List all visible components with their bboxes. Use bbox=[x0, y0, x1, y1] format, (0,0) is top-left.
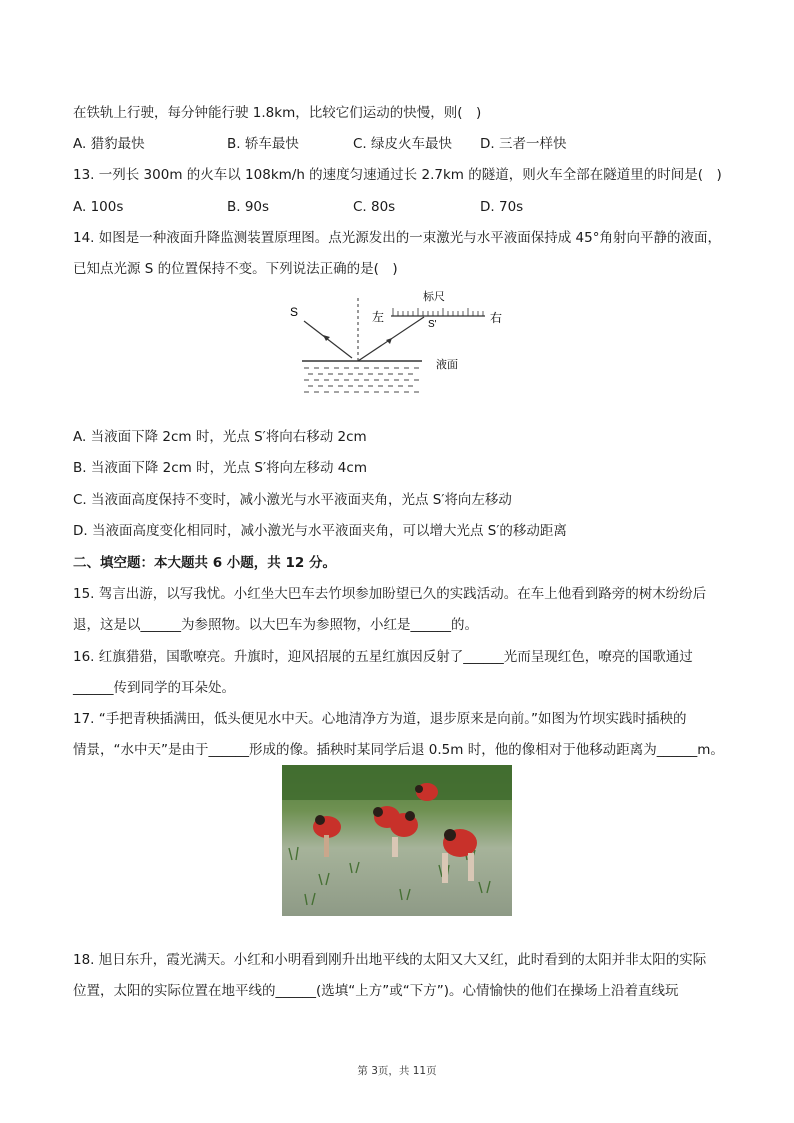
reflected-arrow bbox=[386, 338, 392, 344]
q15-line-1: 15. 驾言出游，以写我忧。小红坐大巴车去竹坝参加盼望已久的实践活动。在车上他看到路旁的树木纷纷后 bbox=[73, 586, 707, 602]
q17-line-2: 情景，“水中天”是由于______形成的像。插秧时某同学后退 0.5m 时，他的像相对于他移动距离为______m。 bbox=[73, 742, 724, 758]
q14-option-a: A. 当液面下降 2cm 时，光点 S′将向右移动 2cm bbox=[73, 429, 367, 445]
q16-line-2: ______传到同学的耳朵处。 bbox=[73, 680, 235, 696]
source-label: S bbox=[290, 305, 299, 319]
q13-option-b: B. 90s bbox=[227, 199, 270, 215]
ruler bbox=[391, 308, 485, 316]
q15-line-2: 退，这是以______为参照物。以大巴车为参照物，小红是______的。 bbox=[73, 617, 478, 633]
ruler-label: 标尺 bbox=[423, 291, 445, 303]
q12-option-d: D. 三者一样快 bbox=[480, 136, 567, 152]
right-label: 右 bbox=[490, 311, 503, 325]
section-2-heading: 二、填空题：本大题共 6 小题，共 12 分。 bbox=[73, 555, 336, 571]
incident-ray bbox=[304, 321, 352, 358]
q18-line-2: 位置，太阳的实际位置在地平线的______(选填“上方”或“下方”)。心情愉快的他们在操场上沿着直线玩 bbox=[73, 983, 679, 999]
q13-option-d: D. 70s bbox=[480, 199, 524, 215]
q14-option-c: C. 当液面高度保持不变时，减小激光与水平液面夹角，光点 S′将向左移动 bbox=[73, 492, 512, 508]
q13-options bbox=[73, 197, 723, 217]
left-label: 左 bbox=[372, 310, 385, 324]
q12-option-b: B. 轿车最快 bbox=[227, 136, 299, 152]
q12-line: 在铁轨上行驶，每分钟能行驶 1.8km，比较它们运动的快慢，则( ) bbox=[73, 105, 482, 121]
q13-option-c: C. 80s bbox=[353, 199, 396, 215]
q18-line-1: 18. 旭日东升，霞光满天。小红和小明看到刚升出地平线的太阳又大又红，此时看到的太阳并非太阳的实际 bbox=[73, 952, 707, 968]
q14-line-1: 14. 如图是一种液面升降监测装置原理图。点光源发出的一束激光与水平液面保持成 45°角射向平静的液面， bbox=[73, 230, 721, 246]
q14-line-2: 已知点光源 S 的位置保持不变。下列说法正确的是( ) bbox=[73, 261, 398, 277]
liquid-body bbox=[304, 368, 419, 392]
rice-planting-photo bbox=[282, 765, 512, 916]
q16-line-1: 16. 红旗猎猎，国歌嘹亮。升旗时，迎风招展的五星红旗因反射了______光而呈现红色，嘹亮的国歌通过 bbox=[73, 649, 693, 665]
spot-label: S' bbox=[428, 319, 437, 330]
liquid-level-diagram bbox=[290, 288, 520, 403]
q12-option-c: C. 绿皮火车最快 bbox=[353, 136, 453, 152]
q14-option-b: B. 当液面下降 2cm 时，光点 S′将向左移动 4cm bbox=[73, 460, 367, 476]
q17-line-1: 17. “手把青秧插满田，低头便见水中天。心地清净方为道，退步原来是向前。”如图为竹坝实践时插秧的 bbox=[73, 711, 687, 727]
page-footer: 第 3页，共 11页 bbox=[357, 1065, 437, 1077]
q12-option-a: A. 猎豹最快 bbox=[73, 136, 145, 152]
q13-option-a: A. 100s bbox=[73, 199, 124, 215]
q13-line: 13. 一列长 300m 的火车以 108km/h 的速度匀速通过长 2.7km 的隧道，则火车全部在隧道里的时间是( ) bbox=[73, 167, 722, 183]
q14-option-d: D. 当液面高度变化相同时，减小激光与水平液面夹角，可以增大光点 S′的移动距离 bbox=[73, 523, 567, 539]
surface-label: 液面 bbox=[436, 359, 458, 371]
q12-options bbox=[73, 134, 723, 154]
